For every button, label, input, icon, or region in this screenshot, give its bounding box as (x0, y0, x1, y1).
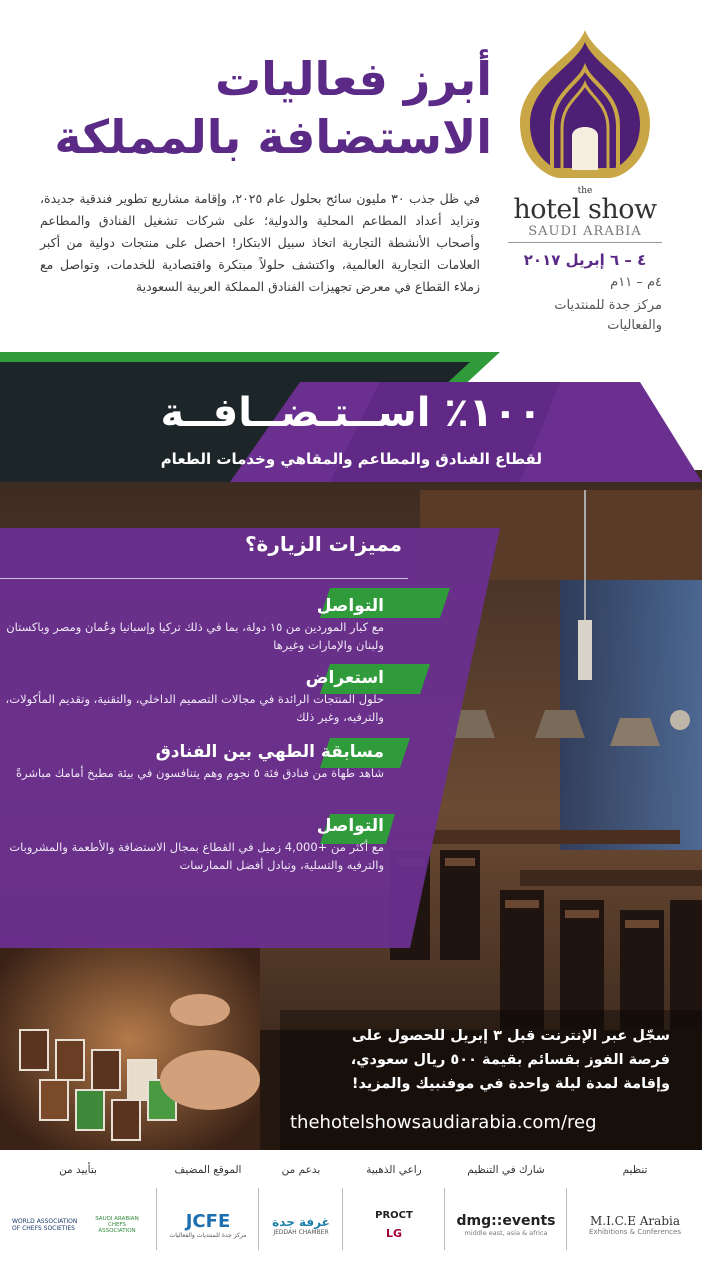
sponsor-support (262, 1156, 340, 1266)
feature-showcase (4, 666, 384, 726)
title-line-2: الاستضافة بالمملكة (54, 110, 492, 164)
footer-divider (258, 1188, 259, 1250)
footer-divider (566, 1188, 567, 1250)
proct-logo: PROCT (375, 1210, 413, 1221)
footer-divider (444, 1188, 445, 1250)
features-heading: مميزات الزيارة؟ (244, 532, 402, 556)
sponsor-organizer (570, 1156, 700, 1266)
feature-title: التواصل (316, 596, 384, 616)
hotel-show-logo (500, 28, 670, 348)
register-url-link[interactable]: thehotelshowsaudiarabia.com/reg (290, 1112, 597, 1133)
dmg-events-name: dmg::events (456, 1213, 556, 1229)
jcfe-name: JCFE (185, 1211, 231, 1232)
sponsor-label: بتأييد من (59, 1164, 97, 1176)
dmg-events-sub: middle east, asia & africa (464, 1229, 548, 1237)
sponsor-label: بدعم من (281, 1164, 321, 1176)
title-line-1: أبرز فعاليات (214, 52, 492, 106)
event-hours: ٤م – ١١م (610, 275, 662, 290)
wacs-logo: WORLD ASSOCIATION OF CHEFS SOCIETIES (12, 1218, 78, 1232)
feature-cooking-competition (4, 740, 384, 782)
sponsor-endorsed (4, 1156, 152, 1266)
sponsor-label: شارك في التنظيم (467, 1164, 545, 1176)
dmg-events-logo (448, 1190, 564, 1260)
dome-logo-icon (510, 28, 660, 188)
feature-networking (4, 594, 384, 654)
brand-name: hotel show (513, 194, 657, 225)
banner-title: ١٠٠٪ اســتـضــافــة (160, 390, 542, 436)
jeddah-chamber-logo (262, 1190, 340, 1260)
feature-title: استعراض (305, 668, 384, 688)
register-text (290, 1024, 670, 1096)
feature-desc: مع كبار الموردين من ١٥ دولة، بما في ذلك تركيا وإسبانيا وعُمان ومصر وباكستان ولبنان والإمارات وغيرها (6, 620, 384, 652)
intro-paragraph: في ظل جذب ٣٠ مليون سائح بحلول عام ٢٠٢٥، وإقامة مشاريع تطوير فندقية جديدة، وتزايد أعداد المطاعم المحلية والدولية؛ على شركات تشغيل الفنادق والمطاعم وأصحاب الأنشطة التجارية اتخاذ سبيل الابتكار! احصل على منتجات دولية من أكبر العلامات التجارية العالمية، واكتشف حلولاً مبتكرة واقتصادية للخدمات، وتواصل مع زملاء القطاع في معرض تجهيزات الفنادق المملكة العربية السعودية (40, 191, 480, 294)
feature-desc: مع أكثر من +4,000 زميل في القطاع بمجال الاستضافة والأطعمة والمشروبات والترفيه والتسلية، وتبادل أفضل الممارسات (9, 840, 384, 872)
register-line-1: سجّل عبر الإنترنت قبل ٣ إبريل للحصول على (351, 1028, 670, 1044)
feature-networking-2 (4, 814, 384, 874)
jcfe-logo (160, 1190, 256, 1260)
saudi-chefs-logo: SAUDI ARABIAN CHEFS ASSOCIATION (95, 1216, 139, 1234)
banner-subtitle: لقطاع الفنادق والمطاعم والمقاهي وخدمات الطعام (160, 450, 542, 468)
brand-the: the (577, 186, 593, 196)
sponsor-label: تنظيم (622, 1164, 648, 1176)
feature-title: مسابقة الطهي بين الفنادق (155, 742, 384, 762)
mice-arabia-logo (570, 1190, 700, 1260)
footer-divider (156, 1188, 157, 1250)
event-venue: مركز جدة للمنتديات والفعاليات (554, 298, 662, 333)
chefs-logos (4, 1190, 152, 1260)
register-line-2: فرصة الفوز بقسائم بقيمة ٥٠٠ ريال سعودي، (350, 1052, 670, 1068)
gold-sponsor-logos (346, 1190, 442, 1260)
jeddah-chamber-name: غرفة جدة (272, 1214, 330, 1229)
jcfe-sub: مركز جدة للمنتديات والفعاليات (169, 1232, 247, 1239)
sponsor-coorganizer (448, 1156, 564, 1266)
page-title (32, 50, 492, 166)
features-background (0, 528, 500, 948)
jeddah-chamber-sub: JEDDAH CHAMBER (273, 1228, 329, 1236)
event-dates: ٤ – ٦ إبريل ٢٠١٧ (523, 251, 647, 269)
brand-subtitle: SAUDI ARABIA (508, 224, 662, 243)
sponsor-label: الموقع المضيف (174, 1164, 242, 1176)
register-line-3: وإقامة لمدة ليلة واحدة في موفنبيك والمزيد! (351, 1076, 670, 1092)
sponsor-gold (346, 1156, 442, 1266)
features-panel (0, 528, 500, 948)
feature-desc: شاهد طهاة من فنادق فئة ٥ نجوم وهم يتنافسون في بيئة مطبخ أمامك مباشرةً (16, 766, 384, 780)
sponsor-host-venue (160, 1156, 256, 1266)
lg-logo: LG (385, 1227, 403, 1240)
footer-divider (342, 1188, 343, 1250)
feature-desc: حلول المنتجات الرائدة في مجالات التصميم الداخلي، والتقنية، وتقديم المأكولات، والترفيه، وغير ذلك (5, 692, 384, 724)
mice-arabia-sub: Exhibitions & Conferences (589, 1228, 681, 1236)
header-section (0, 0, 702, 360)
mice-arabia-name: M.I.C.E Arabia (589, 1214, 680, 1228)
features-divider (0, 578, 408, 579)
sponsor-label: راعي الذهبية (366, 1164, 422, 1176)
brand-text (500, 186, 670, 243)
feature-title: التواصل (316, 816, 384, 836)
